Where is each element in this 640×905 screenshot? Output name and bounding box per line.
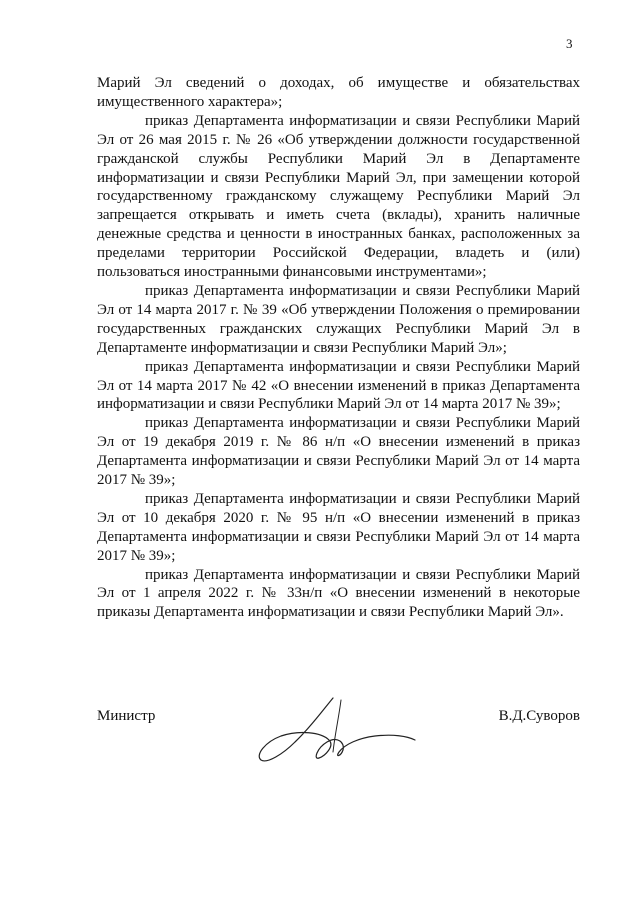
paragraph-order-item: приказ Департамента информатизации и связи Республики Марий Эл от 14 марта 2017 № 42 «О внесении изменений в приказ Департамента информатизации и связи Республики Марий Эл от 14 марта 2017 № 39»; [97,358,580,413]
paragraph-order-item: приказ Департамента информатизации и связи Республики Марий Эл от 1 апреля 2022 г. № 33н/п «О внесении изменений в некоторые приказы Департамента информатизации и связи Республики Марий Эл». [97,566,580,621]
paragraph-order-item: приказ Департамента информатизации и связи Республики Марий Эл от 10 декабря 2020 г. № 95 н/п «О внесении изменений в приказ Департамента информатизации и связи Республики Марий Эл от 14 марта 2017 № 39»; [97,490,580,564]
handwritten-signature [255,690,420,770]
signatory-name: В.Д.Суворов [498,708,580,724]
paragraph-order-item: приказ Департамента информатизации и связи Республики Марий Эл от 26 мая 2015 г. № 26 «Об утверждении должности государственной гражданской службы Республики Марий Эл в Департаменте информатизации и связи Республики Марий Эл, при замещении которой государственному гражданскому служащему Республики Марий Эл запрещается открывать и иметь счета (вклады), хранить наличные денежные средства и ценности в иностранных банках, расположенных за пределами территории Российской Федерации, владеть и (или) пользоваться иностранными финансовыми инструментами»; [97,112,580,281]
signatory-position: Министр [97,708,156,724]
page-number: 3 [566,36,573,51]
paragraph-order-item: приказ Департамента информатизации и связи Республики Марий Эл от 19 декабря 2019 г. № 86 н/п «О внесении изменений в приказ Департамента информатизации и связи Республики Марий Эл от 14 марта 2017 № 39»; [97,415,580,489]
paragraph-continuation: Марий Эл сведений о доходах, об имуществе и обязательствах имущественного характера»; [97,75,580,110]
document-body [97,74,580,622]
paragraph-order-item: приказ Департамента информатизации и связи Республики Марий Эл от 14 марта 2017 г. № 39 «Об утверждении Положения о премировании государственных гражданских служащих Республики Марий Эл в Департаменте информатизации и связи Республики Марий Эл»; [97,282,580,356]
